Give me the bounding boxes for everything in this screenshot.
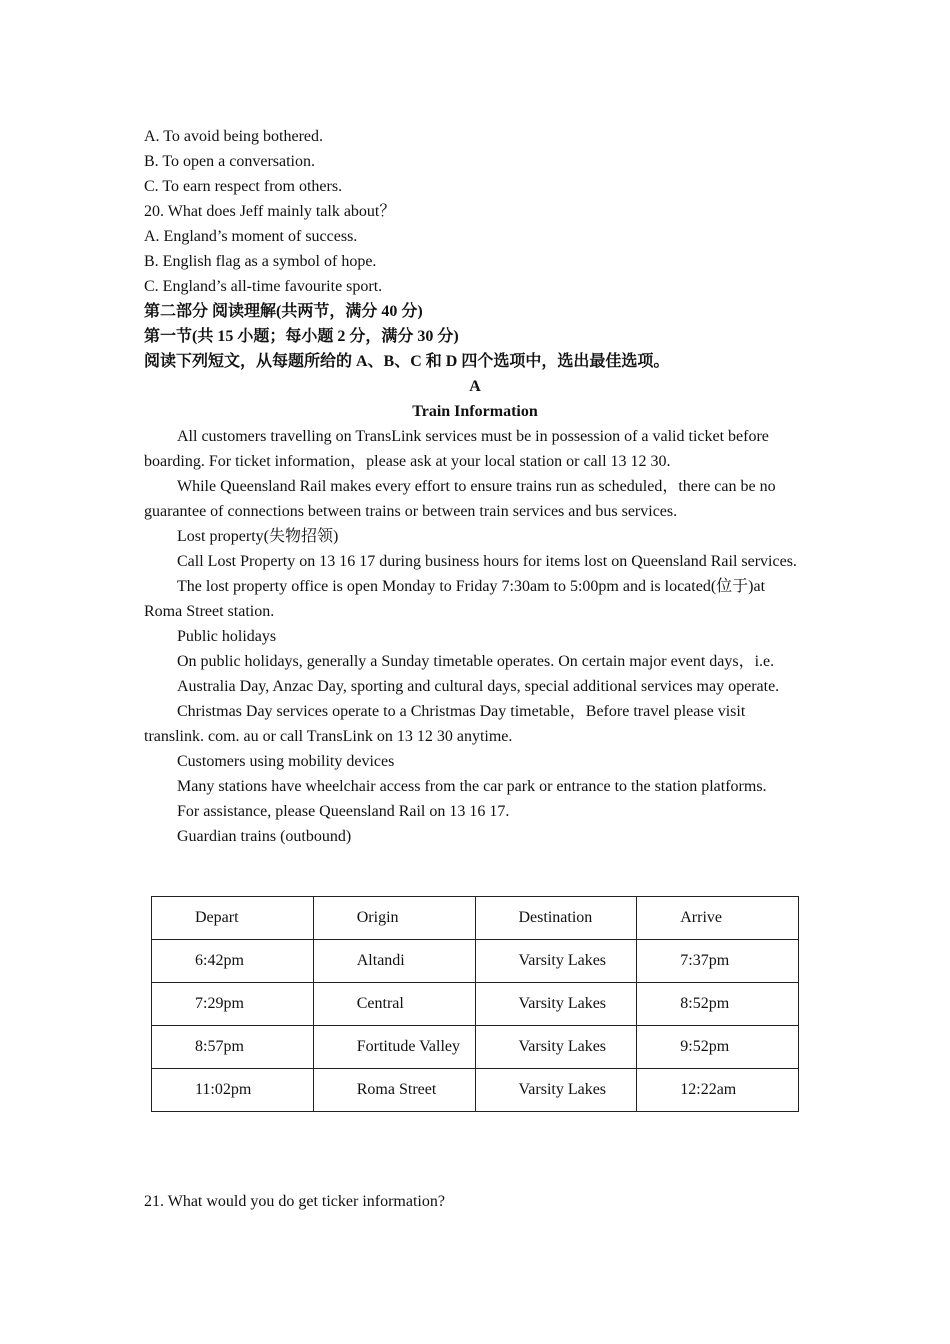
- cell-destination: Varsity Lakes: [475, 1069, 637, 1112]
- question-20: 20. What does Jeff mainly talk about？: [144, 203, 396, 220]
- heading-lost-property: Lost property(失物招领): [177, 528, 339, 545]
- heading-guardian-trains: Guardian trains (outbound): [177, 828, 352, 845]
- header-destination: Destination: [475, 897, 637, 940]
- paragraph-holidays-services: Australia Day, Anzac Day, sporting and cultural days, special additional services may operate.: [177, 678, 780, 695]
- option-19b: B. To open a conversation.: [144, 153, 315, 170]
- passage-letter: A: [469, 378, 481, 395]
- instructions: 阅读下列短文，从每题所给的 A、B、C 和 D 四个选项中，选出最佳选项。: [144, 353, 670, 370]
- page-content: [144, 124, 806, 849]
- paragraph-wheelchair: Many stations have wheelchair access from the car park or entrance to the station platforms.: [177, 778, 767, 795]
- cell-destination: Varsity Lakes: [475, 983, 637, 1026]
- option-20b: B. English flag as a symbol of hope.: [144, 253, 377, 270]
- paragraph-lost-property-call: Call Lost Property on 13 16 17 during business hours for items lost on Queensland Rail services.: [177, 553, 797, 570]
- table-row: [152, 940, 799, 983]
- cell-arrive: 9:52pm: [637, 1026, 799, 1069]
- header-origin: Origin: [313, 897, 475, 940]
- subsection-title: 第一节(共 15 小题；每小题 2 分，满分 30 分): [144, 328, 459, 345]
- passage-title: Train Information: [412, 403, 538, 420]
- cell-arrive: 7:37pm: [637, 940, 799, 983]
- option-19c: C. To earn respect from others.: [144, 178, 343, 195]
- cell-depart: 7:29pm: [152, 983, 314, 1026]
- heading-public-holidays: Public holidays: [177, 628, 277, 645]
- train-schedule-table: [151, 896, 799, 1112]
- cell-depart: 11:02pm: [152, 1069, 314, 1112]
- heading-mobility-devices: Customers using mobility devices: [177, 753, 395, 770]
- paragraph-assistance: For assistance, please Queensland Rail on 13 16 17.: [177, 803, 510, 820]
- paragraph-holidays-timetable: On public holidays, generally a Sunday timetable operates. On certain major event days，i.e.: [177, 653, 775, 670]
- header-depart: Depart: [152, 897, 314, 940]
- cell-origin: Central: [313, 983, 475, 1026]
- option-20a: A. England’s moment of success.: [144, 228, 358, 245]
- cell-origin: Fortitude Valley: [313, 1026, 475, 1069]
- table-row: [152, 1069, 799, 1112]
- table-header-row: [152, 897, 799, 940]
- paragraph-christmas: Christmas Day services operate to a Christmas Day timetable，Before travel please visit translink. com. au or call TransLink on 13 12 30 anytime.: [144, 703, 746, 745]
- part-title: 第二部分 阅读理解(共两节，满分 40 分): [144, 303, 423, 320]
- question-21: 21. What would you do get ticker information?: [144, 1193, 445, 1210]
- table-row: [152, 983, 799, 1026]
- cell-origin: Altandi: [313, 940, 475, 983]
- cell-origin: Roma Street: [313, 1069, 475, 1112]
- option-20c: C. England’s all-time favourite sport.: [144, 278, 383, 295]
- cell-arrive: 8:52pm: [637, 983, 799, 1026]
- option-19a: A. To avoid being bothered.: [144, 128, 323, 145]
- paragraph-lost-property-office: The lost property office is open Monday to Friday 7:30am to 5:00pm and is located(位于)at Roma Street station.: [144, 578, 766, 620]
- cell-destination: Varsity Lakes: [475, 940, 637, 983]
- header-arrive: Arrive: [637, 897, 799, 940]
- table-row: [152, 1026, 799, 1069]
- paragraph-connections: While Queensland Rail makes every effort to ensure trains run as scheduled，there can be no guarantee of connections between trains or between train services and bus services.: [144, 478, 776, 520]
- cell-depart: 8:57pm: [152, 1026, 314, 1069]
- cell-arrive: 12:22am: [637, 1069, 799, 1112]
- cell-depart: 6:42pm: [152, 940, 314, 983]
- cell-destination: Varsity Lakes: [475, 1026, 637, 1069]
- paragraph-ticket: All customers travelling on TransLink services must be in possession of a valid ticket before boarding. For ticket information，please ask at your local station or call 13 12 30.: [144, 428, 769, 470]
